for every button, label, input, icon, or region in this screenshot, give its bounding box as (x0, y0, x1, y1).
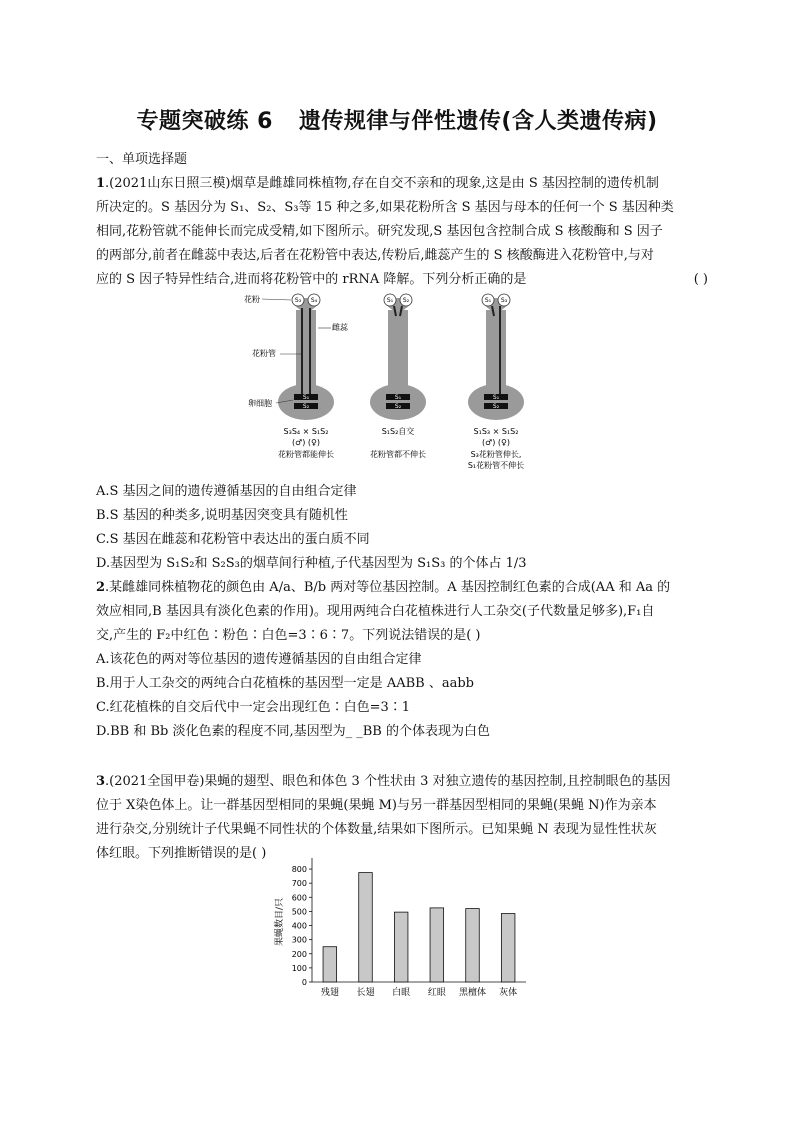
question-2-number: 2 (96, 580, 106, 595)
section-heading: 一、单项选择题 (96, 152, 188, 167)
y-tick-label-2: 200 (291, 949, 307, 959)
title-topic-name: 遗传规律与伴性遗传(含人类遗传病) (298, 109, 658, 134)
question-1-text-4: 的两部分,前者在雌蕊中表达,后者在花粉管中表达,传粉后,雌蕊产生的 S 核酸酶进入花粉管中,与对 (96, 248, 654, 263)
pistil-cross-3 (468, 294, 524, 420)
question-1-number: 1 (96, 176, 106, 191)
pollen-s3-label-3: S₃ (500, 297, 508, 304)
question-1-option-d[interactable]: D.基因型为 S₁S₂和 S₂S₃的烟草间行种植,子代基因型为 S₁S₃ 的个体占 1/3 (96, 556, 527, 571)
bar-5 (501, 914, 515, 982)
label-pistil: 雌蕊 (332, 323, 348, 332)
x-tick-label-2: 白眼 (392, 988, 411, 998)
y-tick-label-0: 0 (301, 978, 307, 987)
x-tick-label-1: 长翅 (356, 988, 375, 998)
cross-3-genotypes: S₁S₃ × S₁S₂ (473, 427, 519, 436)
pollen-s2-label-2: S₂ (402, 297, 410, 304)
question-1-option-a[interactable]: A.S 基因之间的遗传遵循基因的自由组合定律 (96, 484, 357, 499)
label-pollen: 花粉 (244, 295, 260, 304)
cross-2-result: 花粉管都不伸长 (370, 450, 426, 459)
cross-1-sexes: (♂) (♀) (291, 438, 321, 447)
egg-s2-label-3: S₂ (492, 403, 500, 410)
x-tick-label-4: 黑檀体 (458, 988, 487, 998)
y-tick-label-3: 300 (291, 935, 307, 945)
question-2-text-2: 效应相同,B 基因具有淡化色素的作用)。现用两纯合白花植株进行人工杂交(子代数量足够多),F₁自 (96, 604, 655, 619)
question-2-option-a[interactable]: A.该花色的两对等位基因的遗传遵循基因的自由组合定律 (96, 652, 422, 667)
question-1-option-c[interactable]: C.S 基因在雌蕊和花粉管中表达出的蛋白质不同 (96, 532, 370, 547)
question-3-text-1: 果蝇的翅型、眼色和体色 3 个性状由 3 对独立遗传的基因控制,且控制眼色的基因 (204, 774, 671, 789)
cross-1-genotypes: S₃S₄ × S₁S₂ (283, 427, 329, 436)
y-tick-label-6: 600 (291, 893, 307, 903)
cross-2-genotypes: S₁S₂自交 (381, 427, 415, 436)
question-2-option-c[interactable]: C.红花植株的自交后代中一定会出现红色∶白色=3∶1 (96, 700, 411, 715)
cross-3-result-b: S₁花粉管不伸长 (467, 461, 525, 470)
x-tick-label-0: 残翅 (320, 988, 339, 998)
egg-s1-label-3: S₁ (492, 394, 500, 401)
page-title (0, 104, 794, 135)
egg-s2-label: S₂ (302, 403, 310, 410)
question-2-option-d[interactable]: D.BB 和 Bb 淡化色素的程度不同,基因型为_ _BB 的个体表现为白色 (96, 724, 490, 739)
question-2-line-1 (96, 576, 708, 600)
label-pollen-tube: 花粉管 (252, 349, 276, 358)
y-tick-label-4: 400 (291, 921, 307, 931)
title-topic-number: 专题突破练 6 (136, 109, 273, 134)
question-3-source: .(2021全国甲卷) (105, 774, 205, 789)
pollen-s1-label-2: S₁ (386, 297, 394, 304)
fly-count-bar-chart (268, 852, 538, 1012)
bar-3 (430, 908, 444, 982)
question-2-option-b[interactable]: B.用于人工杂交的两纯合白花植株的基因型一定是 AABB 、aabb (96, 676, 474, 691)
y-tick-label-1: 100 (291, 963, 307, 973)
pollen-s1-label-3: S₁ (484, 297, 492, 304)
egg-s2-label-2: S₂ (394, 403, 402, 410)
bar-1 (359, 873, 373, 982)
cross-1-result: 花粉管都能伸长 (278, 450, 334, 459)
pollen-s4-label: S₄ (310, 297, 318, 304)
question-1-line-1 (96, 172, 708, 196)
question-1-source: .(2021山东日照三模) (105, 176, 231, 191)
pistil-cross-2 (370, 294, 426, 420)
x-tick-label-3: 红眼 (427, 988, 446, 998)
question-2-text-3: 交,产生的 F₂中红色∶粉色∶白色=3∶6∶7。下列说法错误的是( ) (96, 628, 481, 643)
question-2 (96, 576, 708, 648)
x-axis-labels (321, 986, 517, 998)
question-1-text-2: 所决定的。S 基因分为 S₁、S₂、S₃等 15 种之多,如果花粉所含 S 基因与母本的任何一个 S 基因种类 (96, 200, 674, 215)
question-1-line-5 (96, 268, 708, 292)
bar-4 (466, 909, 480, 982)
question-1-text-1: 烟草是雌雄同株植物,存在自交不亲和的现象,这是由 S 基因控制的遗传机制 (230, 176, 659, 191)
question-1-text-5: 应的 S 因子特异性结合,进而将花粉管中的 rRNA 降解。下列分析正确的是 (96, 272, 527, 287)
question-1-option-b[interactable]: B.S 基因的种类多,说明基因突变具有随机性 (96, 508, 348, 523)
question-3-text-3: 进行杂交,分别统计子代果蝇不同性状的个体数量,结果如下图所示。已知果蝇 N 表现为显性性状灰 (96, 822, 657, 837)
cross-3-result-a: S₃花粉管伸长, (470, 450, 522, 459)
question-3-line-1 (96, 770, 708, 794)
egg-s1-label: S₁ (302, 394, 310, 401)
bar-0 (323, 947, 337, 982)
bar-2 (394, 912, 408, 982)
question-1-text-3: 相同,花粉管就不能伸长而完成受精,如下图所示。研究发现,S 基因包含控制合成 S 核酸酶和 S 因子 (96, 224, 663, 239)
label-egg-cell: 卵细胞 (248, 399, 272, 408)
egg-s1-label-2: S₁ (394, 394, 402, 401)
chart-axes (312, 858, 526, 982)
y-tick-label-5: 500 (291, 907, 307, 917)
question-1 (96, 172, 708, 292)
x-tick-label-5: 灰体 (499, 988, 518, 998)
question-3-text-4: 体红眼。下列推断错误的是( ) (96, 846, 267, 861)
answer-blank-1: ( ) (693, 272, 708, 287)
y-tick-label-8: 800 (291, 865, 307, 875)
question-3-number: 3 (96, 774, 106, 789)
chart-ylabel: 果蝇数目/只 (275, 897, 285, 947)
question-3-text-2: 位于 X染色体上。让一群基因型相同的果蝇(果蝇 M)与另一群基因型相同的果蝇(果蝇 N)作为亲本 (96, 798, 657, 813)
cross-3-sexes: (♂) (♀) (481, 438, 511, 447)
pollen-s3-label: S₃ (294, 297, 302, 304)
y-axis-ticks (292, 865, 312, 987)
pollen-tube-diagram (244, 290, 554, 480)
bars (323, 873, 515, 982)
y-tick-label-7: 700 (291, 879, 307, 889)
question-2-text-1: .某雌雄同株植物花的颜色由 A/a、B/b 两对等位基因控制。A 基因控制红色素的合成(AA 和 Aa 的 (105, 580, 671, 595)
